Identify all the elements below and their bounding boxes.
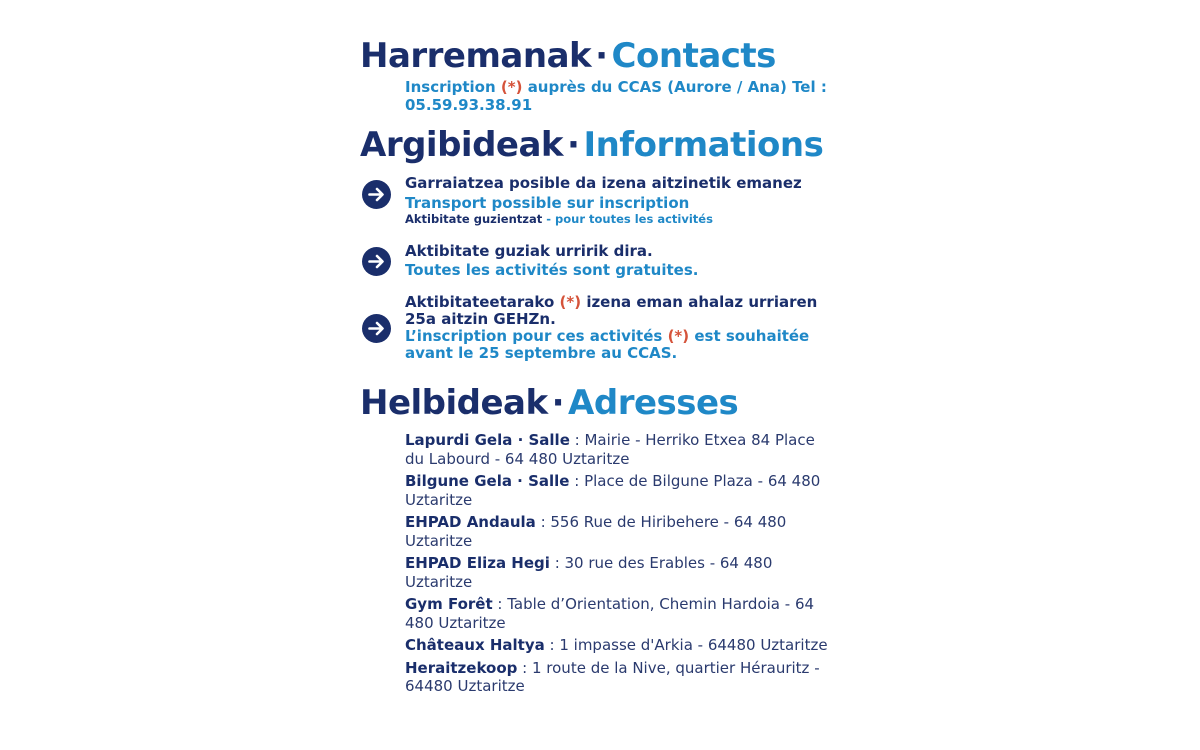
info-fr-part2: est souhaitée avant le 25 septembre au CCAS.	[405, 327, 810, 362]
info-fr-text: Toutes les activités sont gratuites.	[405, 261, 699, 279]
address-detail: : 30 rue des Erables - 64 480 Uztaritze	[405, 554, 773, 591]
info-note-eu: Aktibitate guzientzat	[405, 212, 543, 226]
list-item	[405, 513, 835, 550]
address-detail: : 1 route de la Nive, quartier Hérauritz - 64480 Uztaritze	[405, 658, 820, 695]
title-separator: ·	[567, 125, 580, 165]
address-detail: : Table d’Orientation, Chemin Hardoia - 64 480 Uztaritze	[405, 595, 815, 632]
info-text	[405, 175, 825, 227]
address-list	[405, 431, 835, 700]
list-item	[405, 431, 835, 468]
informations-title-fr: Informations	[583, 125, 824, 165]
address-name: Bilgune Gela · Salle	[405, 472, 570, 490]
addresses-heading	[360, 383, 738, 423]
contacts-phone: 05.59.93.38.91	[405, 96, 533, 114]
address-detail: : 556 Rue de Hiribehere - 64 480 Uztaritze	[405, 513, 787, 550]
info-eu-text: Garraiatzea posible da izena aitzinetik emanez	[405, 174, 802, 192]
list-item	[405, 554, 835, 591]
info-eu-text	[405, 294, 825, 328]
contacts-line-part2: auprès du CCAS (Aurore / Ana) Tel :	[527, 78, 827, 96]
contacts-line-part1: Inscription	[405, 78, 496, 96]
title-separator: ·	[551, 383, 565, 423]
info-fr-text: Transport possible sur inscription	[405, 194, 690, 212]
address-detail: : Mairie - Herriko Etxea 84 Place du Labourd - 64 480 Uztaritze	[405, 431, 815, 468]
required-marker: (*)	[667, 327, 690, 345]
list-item	[405, 636, 835, 655]
address-name: Gym Forêt	[405, 595, 493, 613]
address-name: Heraitzekoop	[405, 658, 518, 677]
informations-title-eu: Argibideak	[360, 125, 564, 165]
info-eu-text: Aktibitate guziak urririk dira.	[405, 242, 653, 260]
list-item	[405, 595, 835, 632]
info-text	[405, 243, 825, 279]
contacts-heading	[360, 36, 776, 76]
info-eu-part2: izena eman ahalaz urriaren 25a aitzin GEHZn.	[405, 293, 818, 328]
info-fr-text	[405, 328, 825, 362]
contacts-title-eu: Harremanak	[360, 36, 592, 76]
informations-heading	[360, 125, 823, 165]
addresses-title-fr: Adresses	[568, 383, 739, 423]
required-marker: (*)	[500, 78, 523, 96]
info-text	[405, 294, 825, 362]
contacts-title-fr: Contacts	[611, 36, 776, 76]
title-separator: ·	[595, 36, 608, 76]
required-marker: (*)	[559, 293, 582, 311]
address-detail: : 1 impasse d'Arkia - 64480 Uztaritze	[544, 636, 828, 654]
contacts-info	[405, 78, 835, 114]
list-item	[405, 472, 835, 509]
address-detail: : Place de Bilgune Plaza - 64 480 Uztaritze	[405, 472, 821, 509]
address-name: EHPAD Eliza Hegi	[405, 554, 550, 572]
info-eu-part1: Aktibitateetarako	[405, 293, 555, 311]
address-name: Châteaux Haltya	[405, 636, 545, 654]
arrow-right-circle-icon	[362, 314, 391, 343]
arrow-right-circle-icon	[362, 247, 391, 276]
list-item	[405, 659, 835, 696]
info-note-fr: - pour toutes les activités	[542, 212, 713, 226]
info-fr-part1: L’inscription pour ces activités	[405, 327, 663, 345]
info-note	[405, 212, 825, 227]
addresses-title-eu: Helbideak	[360, 383, 548, 423]
arrow-right-circle-icon	[362, 180, 391, 209]
address-name: EHPAD Andaula	[405, 513, 536, 531]
address-name: Lapurdi Gela · Salle	[405, 431, 570, 449]
